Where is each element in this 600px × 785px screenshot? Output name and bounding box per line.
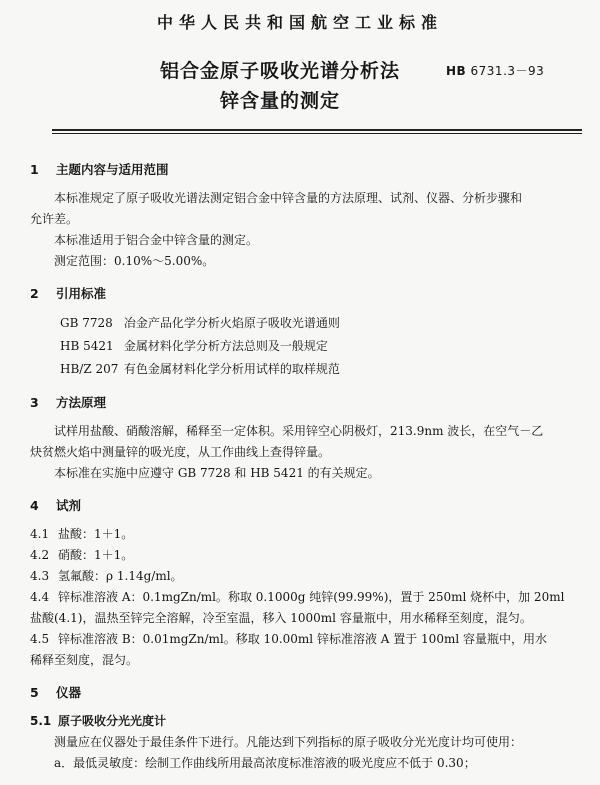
section-heading-1	[30, 160, 576, 178]
reference-code: GB 7728	[60, 316, 113, 330]
subsection-heading	[30, 711, 576, 732]
section-number: 1	[30, 162, 39, 177]
section-title: 试剂	[56, 498, 82, 513]
reagent-item	[30, 524, 576, 545]
subsection-number: 5.1	[30, 714, 52, 728]
item-continuation: 盐酸(4.1)，温热至锌完全溶解，冷至室温，移入 1000ml 容量瓶中，用水稀释至刻度，混匀。	[30, 611, 532, 625]
reference-text: 冶金产品化学分析火焰原子吸收光谱通则	[123, 316, 340, 330]
section-title: 引用标准	[56, 286, 107, 301]
item-number: 4.4	[30, 590, 50, 604]
paragraph: 试样用盐酸、硝酸溶解，稀释至一定体积。采用锌空心阴极灯，213.9nm 波长，在空气－乙	[54, 424, 544, 438]
paragraph: 测定范围：0.10%～5.00%。	[54, 254, 215, 268]
section-number: 3	[30, 395, 39, 410]
section-number: 4	[30, 498, 39, 513]
item-continuation: 稀释至刻度，混匀。	[30, 653, 139, 667]
item-number: 4.2	[30, 548, 50, 562]
paragraph: 本标准规定了原子吸收光谱法测定铝合金中锌含量的方法原理、试剂、仪器、分析步骤和	[54, 191, 523, 205]
header-rule-thick	[52, 129, 582, 131]
paragraph-continuation: 允许差。	[30, 212, 79, 226]
item-text: 锌标准溶液 A：0.1mgZn/ml。称取 0.1000g 纯锌(99.99%)，置于 250ml 烧杯中，加 20ml	[58, 590, 565, 604]
reference-text: 金属材料化学分析方法总则及一般规定	[123, 339, 328, 353]
reference-item	[60, 358, 576, 381]
code-prefix: HB	[446, 64, 467, 78]
item-text: 锌标准溶液 B：0.01mgZn/ml。移取 10.00ml 锌标准溶液 A 置于 100ml 容量瓶中，用水	[58, 632, 547, 646]
title-line-1: 铝合金原子吸收光谱分析法	[159, 60, 400, 82]
section-title: 主题内容与适用范围	[56, 162, 169, 177]
reference-item	[60, 335, 576, 358]
reference-list	[60, 312, 576, 381]
title-line-2: 锌含量的测定	[219, 90, 340, 112]
item-text: 氢氟酸：ρ 1.14g/ml。	[58, 569, 183, 583]
section-heading-2	[30, 284, 576, 302]
section-title: 仪器	[56, 685, 82, 700]
section-heading-3	[30, 393, 576, 411]
reagent-item	[30, 587, 576, 608]
item-text: 盐酸：1＋1。	[58, 527, 134, 541]
standard-code	[446, 62, 544, 79]
reagent-item	[30, 545, 576, 566]
document-title	[120, 56, 440, 116]
subsection-title: 原子吸收分光光度计	[58, 714, 167, 728]
section-heading-4	[30, 496, 576, 514]
reference-code: HB 5421	[60, 339, 114, 353]
document-body	[30, 160, 576, 774]
standard-name: 中华人民共和国航空工业标准	[156, 13, 443, 32]
item-number: 4.1	[30, 527, 50, 541]
section-number: 5	[30, 685, 39, 700]
paragraph-continuation: 炔贫燃火焰中测量锌的吸光度，从工作曲线上查得锌量。	[30, 445, 331, 459]
paragraph: 本标准在实施中应遵守 GB 7728 和 HB 5421 的有关规定。	[54, 466, 380, 480]
section-number: 2	[30, 286, 39, 301]
reagent-item	[30, 566, 576, 587]
paragraph: 测量应在仪器处于最佳条件下进行。凡能达到下列指标的原子吸收分光光度计均可使用：	[54, 735, 523, 749]
reference-text: 有色金属材料化学分析用试样的取样规范	[123, 362, 340, 376]
paragraph: 本标准适用于铝合金中锌含量的测定。	[54, 233, 259, 247]
header-rule-thin	[52, 133, 582, 134]
paragraph: a．最低灵敏度：绘制工作曲线所用最高浓度标准溶液的吸光度应不低于 0.30；	[54, 756, 476, 770]
reference-item	[60, 312, 576, 335]
section-heading-5	[30, 683, 576, 701]
item-text: 硝酸：1＋1。	[58, 548, 134, 562]
reference-code: HB/Z 207	[60, 362, 119, 376]
item-number: 4.3	[30, 569, 50, 583]
reagent-item	[30, 629, 576, 650]
code-number: 6731.3－93	[470, 64, 545, 78]
section-title: 方法原理	[56, 395, 107, 410]
item-number: 4.5	[30, 632, 50, 646]
